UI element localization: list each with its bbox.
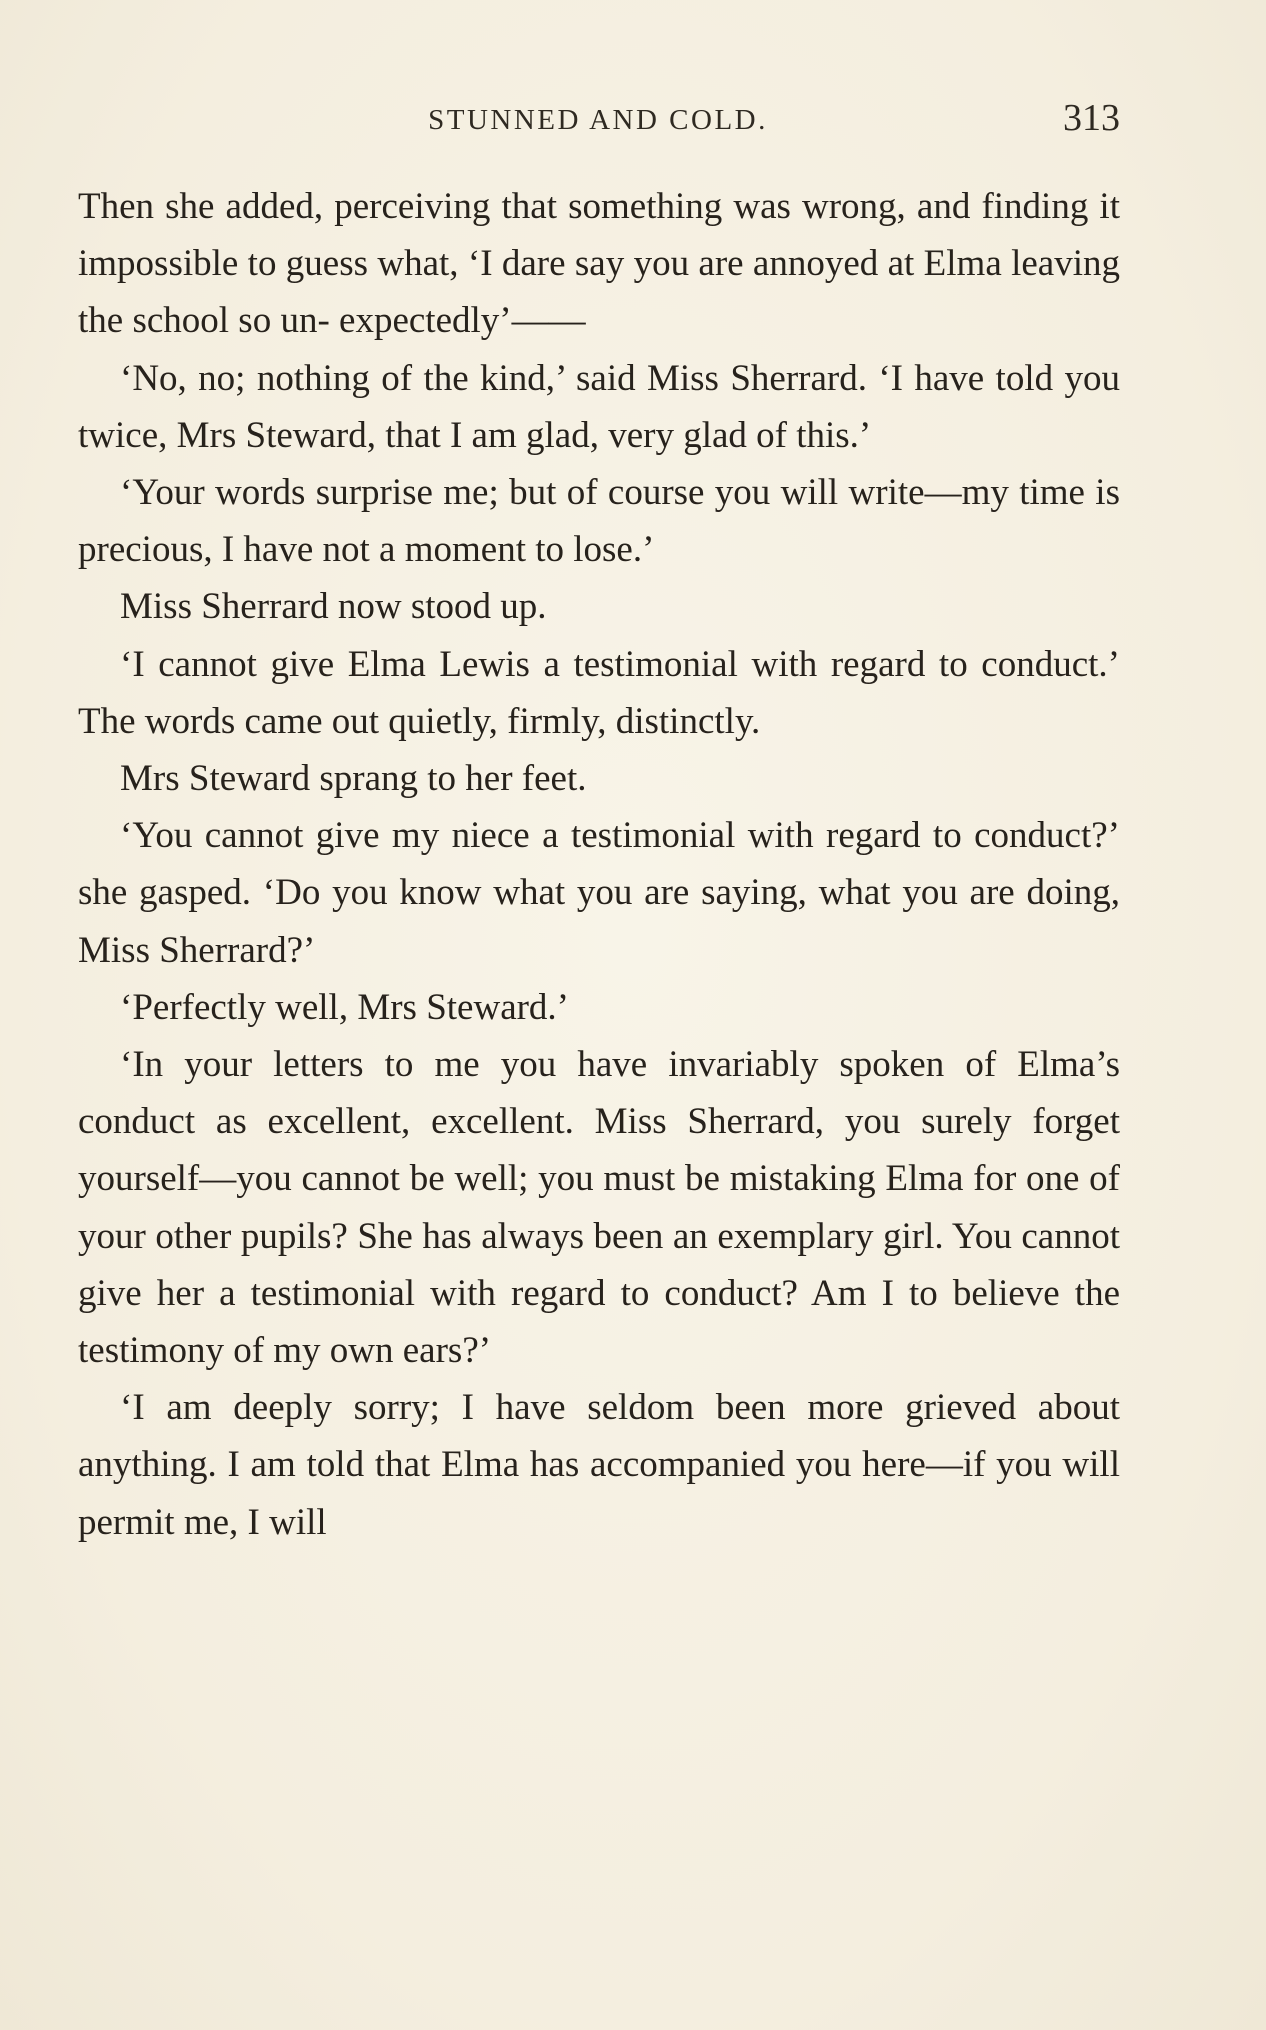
paragraph: ‘You cannot give my niece a testimonial with regard to conduct?’ she gasped. ‘Do you know what you are saying, what you are doing, Miss Sherrard?’	[78, 815, 1120, 971]
body-text	[78, 178, 1120, 1551]
running-head-title: STUNNED AND COLD.	[428, 104, 768, 136]
paragraph: Then she added, perceiving that something was wrong, and finding it impossible to guess what, ‘I dare say you are annoyed at Elma leaving the school so un- expectedly’——	[78, 186, 1120, 342]
page-number: 313	[1063, 97, 1120, 139]
paragraph: Mrs Steward sprang to her feet.	[120, 758, 587, 800]
paragraph: ‘I am deeply sorry; I have seldom been more grieved about anything. I am told that Elma has accompanied you here—if you will permit me, I will	[78, 1387, 1120, 1543]
paragraph: ‘I cannot give Elma Lewis a testimonial with regard to conduct.’ The words came out quietly, firmly, distinctly.	[78, 643, 1120, 742]
paragraph: ‘Perfectly well, Mrs Steward.’	[120, 986, 570, 1028]
paragraph: Miss Sherrard now stood up.	[120, 586, 547, 628]
paragraph: ‘In your letters to me you have invariably spoken of Elma’s conduct as excellent, excellent. Miss Sherrard, you surely forget yourself—you cannot be well; you must be mistaking Elma for one of your other pupils? She has always been an exemplary girl. You cannot give her a testimonial with regard to conduct? Am I to believe the testimony of my own ears?’	[78, 1044, 1120, 1372]
running-head	[78, 96, 1118, 146]
paragraph: ‘Your words surprise me; but of course you will write—my time is precious, I have not a moment to lose.’	[78, 472, 1120, 571]
paragraph: ‘No, no; nothing of the kind,’ said Miss Sherrard. ‘I have told you twice, Mrs Steward, that I am glad, very glad of this.’	[78, 357, 1120, 456]
